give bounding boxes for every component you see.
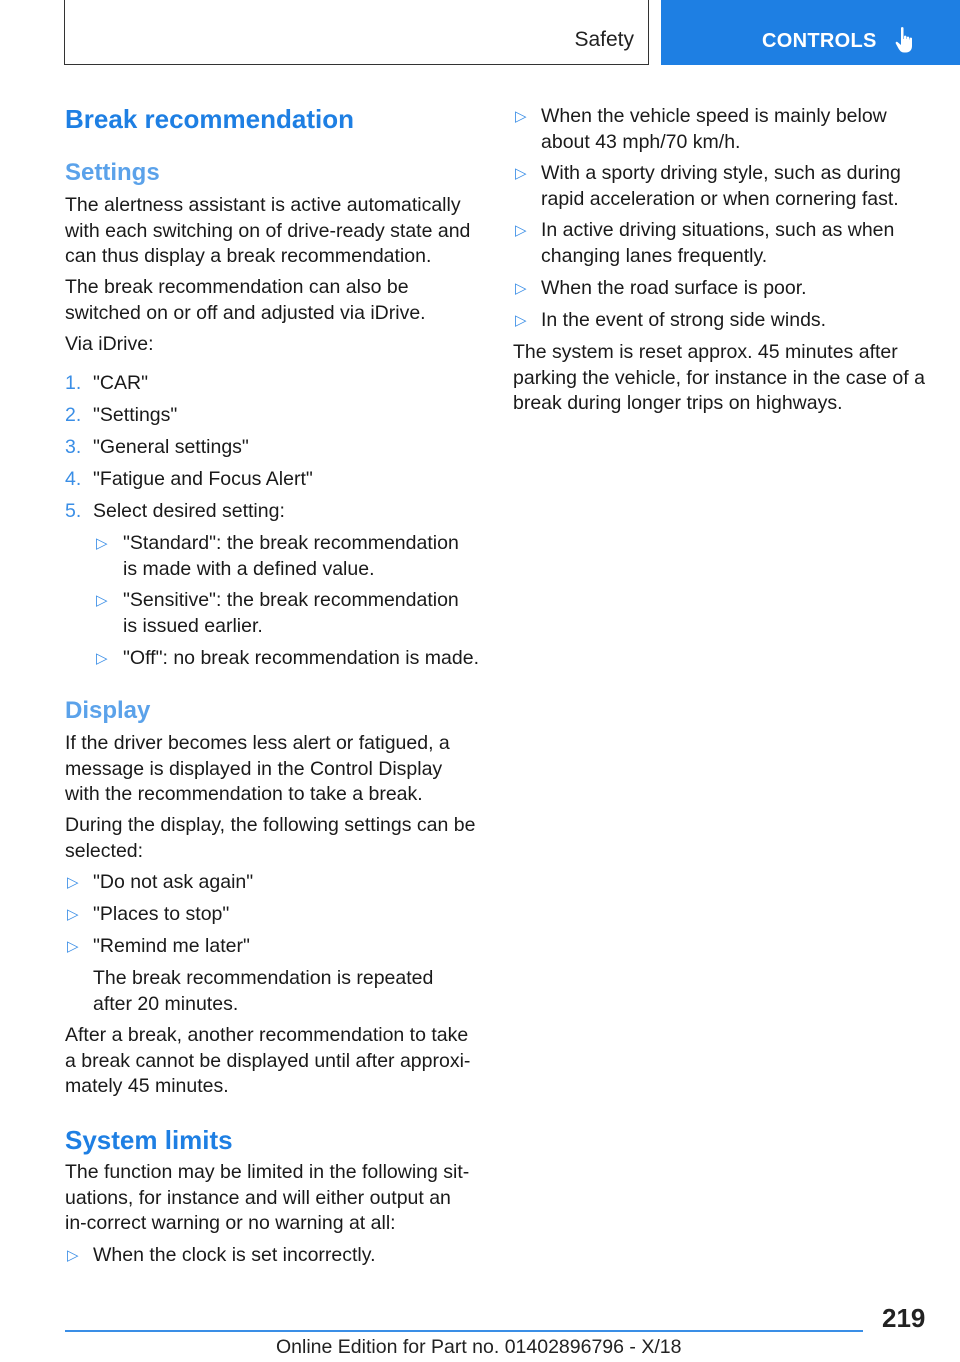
bullet-triangle-icon: ▷ bbox=[67, 938, 79, 955]
limit-item-text: When the road surface is poor. bbox=[541, 277, 807, 299]
display-paragraph-1: If the driver becomes less alert or fatigued, a message is displayed in the Control Display with the recommendation to take a break. bbox=[65, 732, 450, 805]
header-chapter-label: CONTROLS bbox=[762, 30, 877, 52]
page-number: 219 bbox=[882, 1303, 926, 1333]
reset-paragraph: The system is reset approx. 45 minutes after parking the vehicle, for instance in the case of a break during longer trips on highways. bbox=[513, 341, 925, 414]
display-option-text: "Places to stop" bbox=[93, 903, 230, 925]
option-text: "Off": no break recommendation is made. bbox=[123, 647, 479, 669]
heading-settings: Settings bbox=[65, 159, 160, 186]
bullet-triangle-icon: ▷ bbox=[515, 280, 527, 297]
limit-item-text: When the clock is set incorrectly. bbox=[93, 1244, 376, 1266]
bullet-triangle-icon: ▷ bbox=[515, 312, 527, 329]
bullet-triangle-icon: ▷ bbox=[67, 1247, 79, 1264]
bullet-triangle-icon: ▷ bbox=[96, 535, 108, 552]
heading-system-limits: System limits bbox=[65, 1125, 233, 1155]
footer-edition: Online Edition for Part no. 01402896796 - X/18 bbox=[276, 1336, 682, 1358]
step-text: "CAR" bbox=[93, 372, 149, 394]
step-number: 5. bbox=[65, 500, 82, 522]
step-text: "General settings" bbox=[93, 436, 249, 458]
display-option-text: "Do not ask again" bbox=[93, 871, 254, 893]
step-number: 3. bbox=[65, 436, 82, 458]
limit-item-text: With a sporty driving style, such as during rapid acceleration or when cornering fast. bbox=[541, 162, 901, 210]
heading-display: Display bbox=[65, 697, 151, 724]
bullet-triangle-icon: ▷ bbox=[515, 222, 527, 239]
step-number: 4. bbox=[65, 468, 82, 490]
settings-paragraph-2: The break recommendation can also be switched on or off and adjusted via iDrive. bbox=[65, 276, 426, 324]
step-number: 1. bbox=[65, 372, 82, 394]
display-paragraph-3: After a break, another recommendation to take a break cannot be displayed until after approxi-mately 45 minutes. bbox=[65, 1024, 471, 1097]
step-text: "Fatigue and Focus Alert" bbox=[93, 468, 313, 490]
settings-paragraph-1: The alertness assistant is active automatically with each switching on of drive-ready state and can thus display a break recommendation. bbox=[65, 194, 471, 267]
remind-note: The break recommendation is repeated after 20 minutes. bbox=[93, 967, 434, 1015]
step-text: "Settings" bbox=[93, 404, 178, 426]
display-paragraph-2: During the display, the following settings can be selected: bbox=[65, 814, 476, 862]
bullet-triangle-icon: ▷ bbox=[515, 165, 527, 182]
bullet-triangle-icon: ▷ bbox=[96, 650, 108, 667]
bullet-triangle-icon: ▷ bbox=[96, 592, 108, 609]
header-section-label: Safety bbox=[574, 28, 634, 51]
footer-divider bbox=[65, 1330, 863, 1332]
bullet-triangle-icon: ▷ bbox=[67, 874, 79, 891]
limit-item-text: In the event of strong side winds. bbox=[541, 309, 827, 331]
section-title-break-recommendation: Break recommendation bbox=[65, 104, 354, 134]
option-text: "Sensitive": the break recommendation is issued earlier. bbox=[123, 589, 459, 637]
option-text: "Standard": the break recommendation is made with a defined value. bbox=[123, 532, 459, 580]
step-number: 2. bbox=[65, 404, 82, 426]
settings-paragraph-3: Via iDrive: bbox=[65, 333, 154, 355]
header-chapter-tab[interactable] bbox=[661, 0, 960, 65]
limit-item-text: In active driving situations, such as when changing lanes frequently. bbox=[541, 219, 895, 267]
display-option-text: "Remind me later" bbox=[93, 935, 250, 957]
bullet-triangle-icon: ▷ bbox=[67, 906, 79, 923]
limit-item-text: When the vehicle speed is mainly below about 43 mph/70 km/h. bbox=[541, 105, 887, 153]
header-section-box bbox=[64, 0, 649, 65]
limits-paragraph-1: The function may be limited in the following sit-uations, for instance and will either output an in-correct warning or no warning at all: bbox=[65, 1161, 470, 1234]
step-text: Select desired setting: bbox=[93, 500, 285, 522]
pointing-hand-icon bbox=[895, 26, 919, 56]
bullet-triangle-icon: ▷ bbox=[515, 108, 527, 125]
